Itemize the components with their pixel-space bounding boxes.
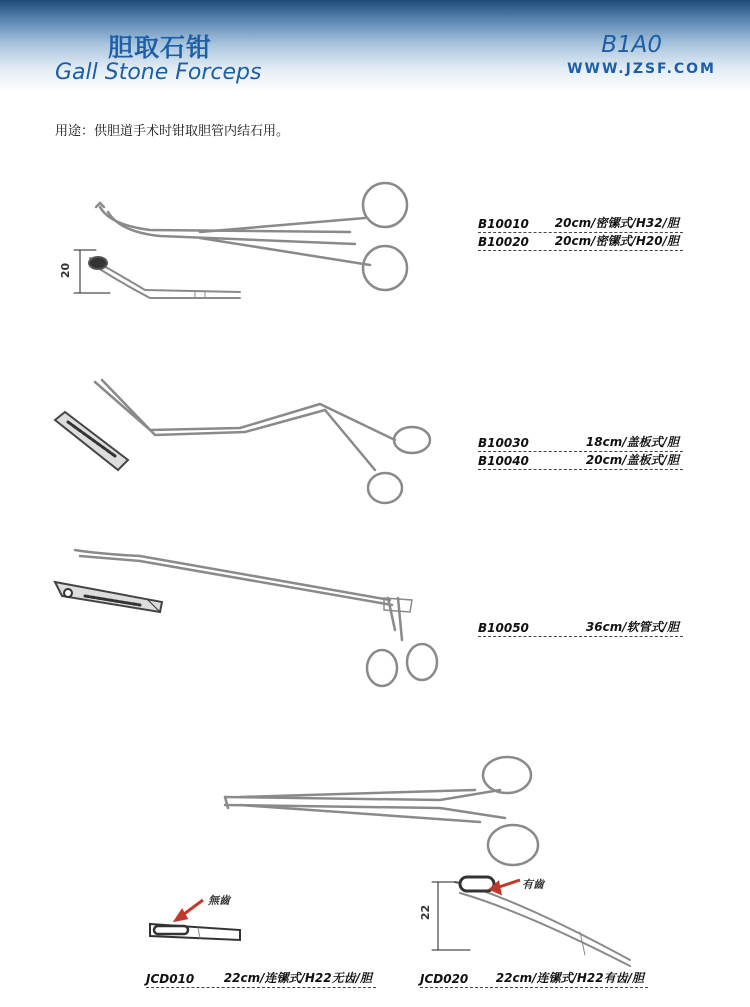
forceps-1-tip-detail (89, 257, 240, 298)
product-code: B10030 (478, 436, 529, 450)
product-code: JCD020 (420, 972, 469, 986)
forceps-3-illustration (75, 550, 437, 686)
usage-text: 用途：供胆道手术时钳取胆管内结石用。 (55, 124, 290, 139)
jcd010-tip-detail (150, 924, 240, 940)
dimension-22-label: 22 (419, 904, 433, 921)
forceps-3-tip-detail (55, 582, 162, 612)
spec-line (478, 452, 683, 470)
product-desc: 22cm/连镙式/H22有齿/胆 (495, 971, 644, 985)
product-desc: 20cm/密镙式/H20/胆 (554, 234, 679, 248)
spec-line (478, 233, 683, 251)
catalog-code: B1A0 (601, 32, 662, 58)
spec-line (478, 434, 683, 452)
no-teeth-label: 無齒 (208, 894, 230, 907)
product-desc: 18cm/盖板式/胆 (585, 435, 679, 449)
page-title-en: Gall Stone Forceps (55, 60, 262, 85)
page-title-cn: 胆取石钳 (108, 33, 213, 62)
forceps-1-illustration (96, 183, 407, 290)
spec-line (420, 970, 648, 988)
product-desc: 20cm/盖板式/胆 (585, 453, 679, 467)
product-code: B10010 (478, 217, 529, 231)
product-code: B10040 (478, 454, 529, 468)
product-desc: 22cm/连镙式/H22无齿/胆 (223, 971, 372, 985)
dimension-22-lines (432, 882, 470, 950)
spec-line (478, 215, 683, 233)
forceps-2-illustration (95, 380, 430, 503)
forceps-4-illustration (225, 757, 538, 865)
spec-line (146, 970, 376, 988)
spec-line (478, 619, 683, 637)
with-teeth-label: 有齒 (522, 878, 544, 891)
dimension-20-label: 20 (59, 262, 73, 279)
forceps-2-tip-detail (55, 412, 128, 470)
product-code: B10020 (478, 235, 529, 249)
product-code: B10050 (478, 621, 529, 635)
product-code: JCD010 (146, 972, 195, 986)
website-link[interactable]: WWW.JZSF.COM (567, 61, 716, 77)
product-desc: 36cm/软管式/胆 (585, 620, 679, 634)
product-desc: 20cm/密镙式/H32/胆 (554, 216, 679, 230)
